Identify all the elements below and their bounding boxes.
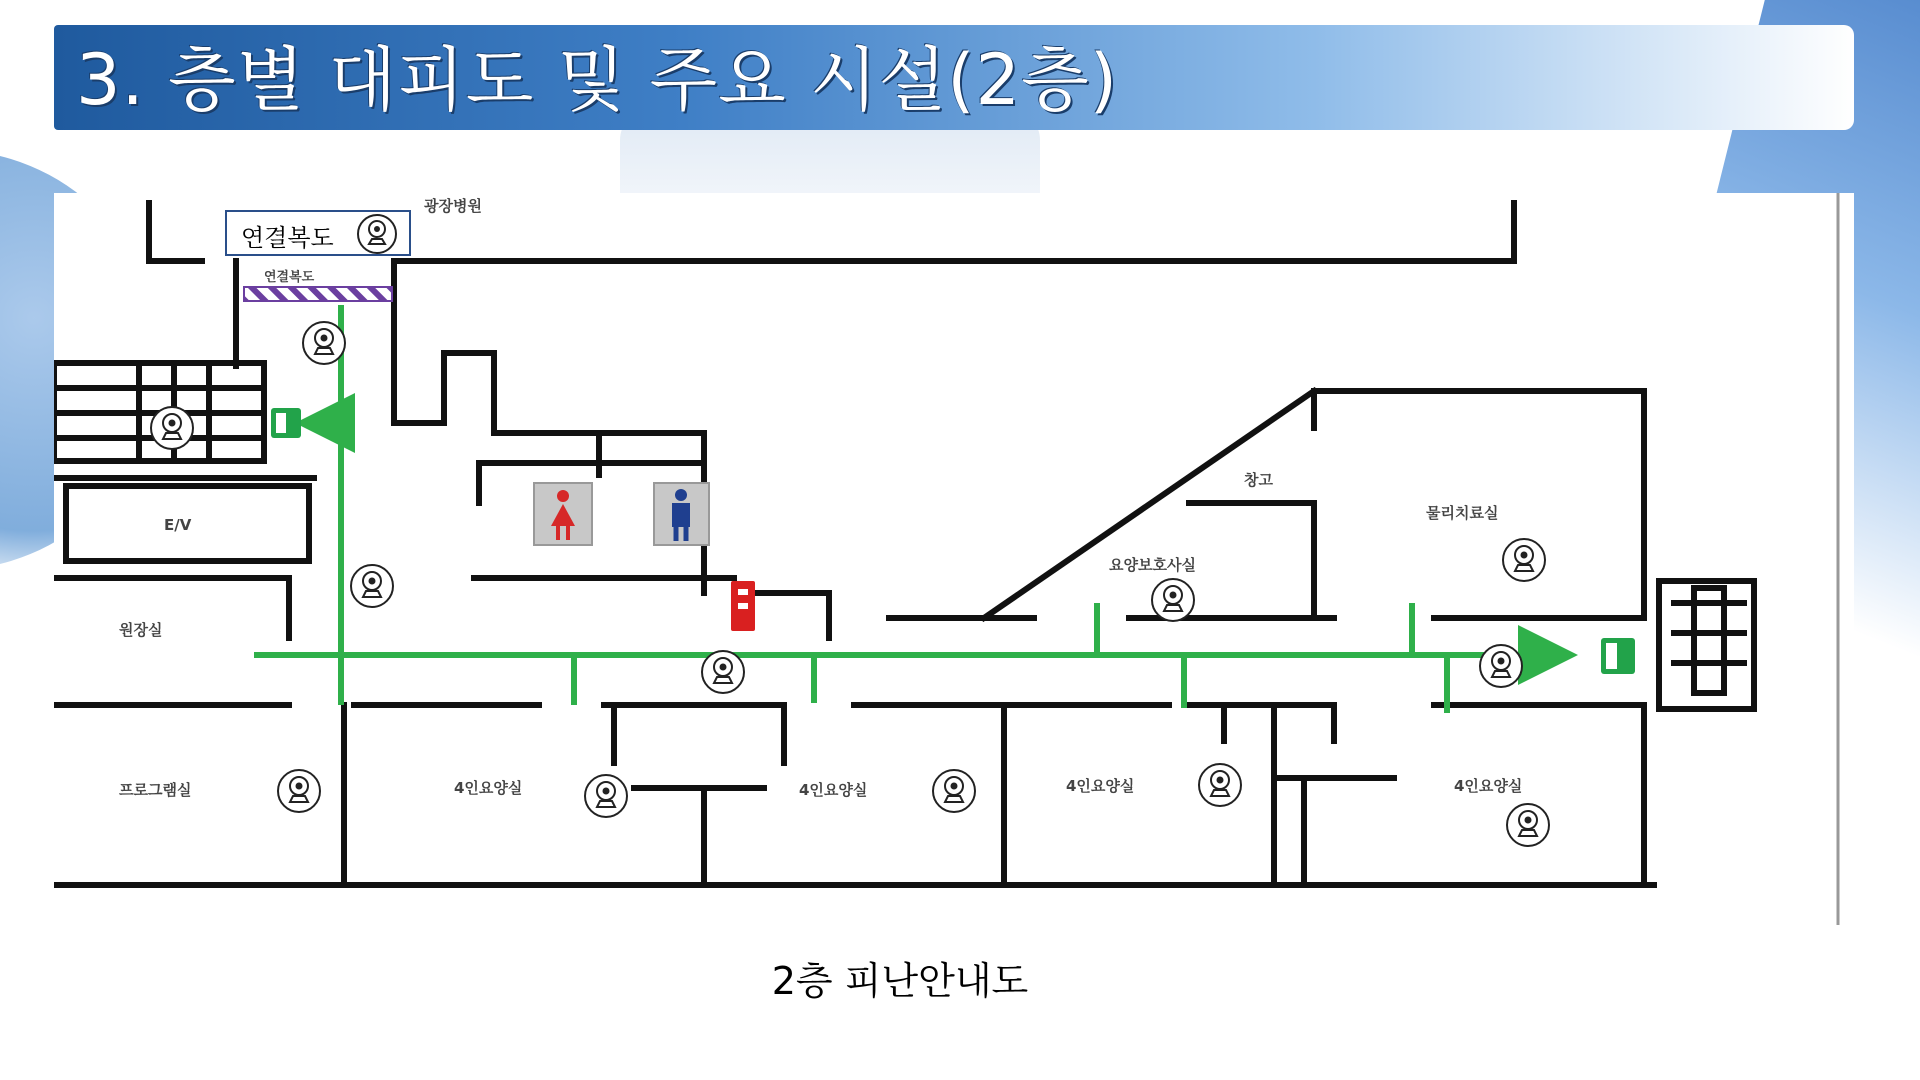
room-label-caregiver: 요양보호사실 xyxy=(1109,556,1196,574)
room-label-physio: 물리치료실 xyxy=(1426,504,1499,522)
room-label-ward-3: 4인요양실 xyxy=(1066,777,1135,795)
cctv-camera-icon xyxy=(1199,764,1241,806)
floor-plan xyxy=(54,193,1854,925)
cctv-camera-icon xyxy=(933,770,975,812)
cctv-camera-icon xyxy=(702,651,744,693)
cctv-camera-icon xyxy=(355,212,399,256)
slide-title: 3. 층별 대피도 및 주요 시설(2층) xyxy=(76,39,1119,121)
connector-callout xyxy=(225,210,411,256)
cctv-camera-icon xyxy=(303,322,345,364)
fire-extinguisher-icon xyxy=(731,581,755,631)
floor-plan-svg xyxy=(54,193,1854,925)
cctv-camera-icon xyxy=(151,407,193,449)
cctv-cameras xyxy=(151,322,1549,846)
cctv-camera-icon xyxy=(278,770,320,812)
room-label-program: 프로그램실 xyxy=(119,781,192,799)
floor-plan-caption: 2층 피난안내도 xyxy=(771,959,1029,1003)
female-restroom-icon xyxy=(534,483,592,545)
cctv-camera-icon xyxy=(351,565,393,607)
male-restroom-icon xyxy=(654,483,709,545)
room-label-director: 원장실 xyxy=(119,621,163,639)
cctv-camera-icon xyxy=(1503,539,1545,581)
room-label-connector: 연결복도 xyxy=(264,270,315,285)
room-label-top-corridor: 광장병원 xyxy=(424,197,482,215)
room-label-ward-2: 4인요양실 xyxy=(799,781,868,799)
connector-hatch xyxy=(244,287,392,301)
cctv-camera-icon xyxy=(1480,645,1522,687)
cctv-camera-icon xyxy=(1507,804,1549,846)
room-label-ward-1: 4인요양실 xyxy=(454,779,523,797)
cctv-camera-icon xyxy=(1152,579,1194,621)
cctv-camera-icon xyxy=(585,775,627,817)
connector-callout-label: 연결복도 xyxy=(241,224,334,252)
room-label-elevator: E/V xyxy=(164,516,192,534)
evacuation-route xyxy=(254,305,1554,713)
emergency-exit-icon xyxy=(271,408,301,438)
room-label-ward-4: 4인요양실 xyxy=(1454,777,1523,795)
emergency-exit-icon xyxy=(1601,638,1635,674)
room-label-storage: 창고 xyxy=(1244,471,1273,489)
